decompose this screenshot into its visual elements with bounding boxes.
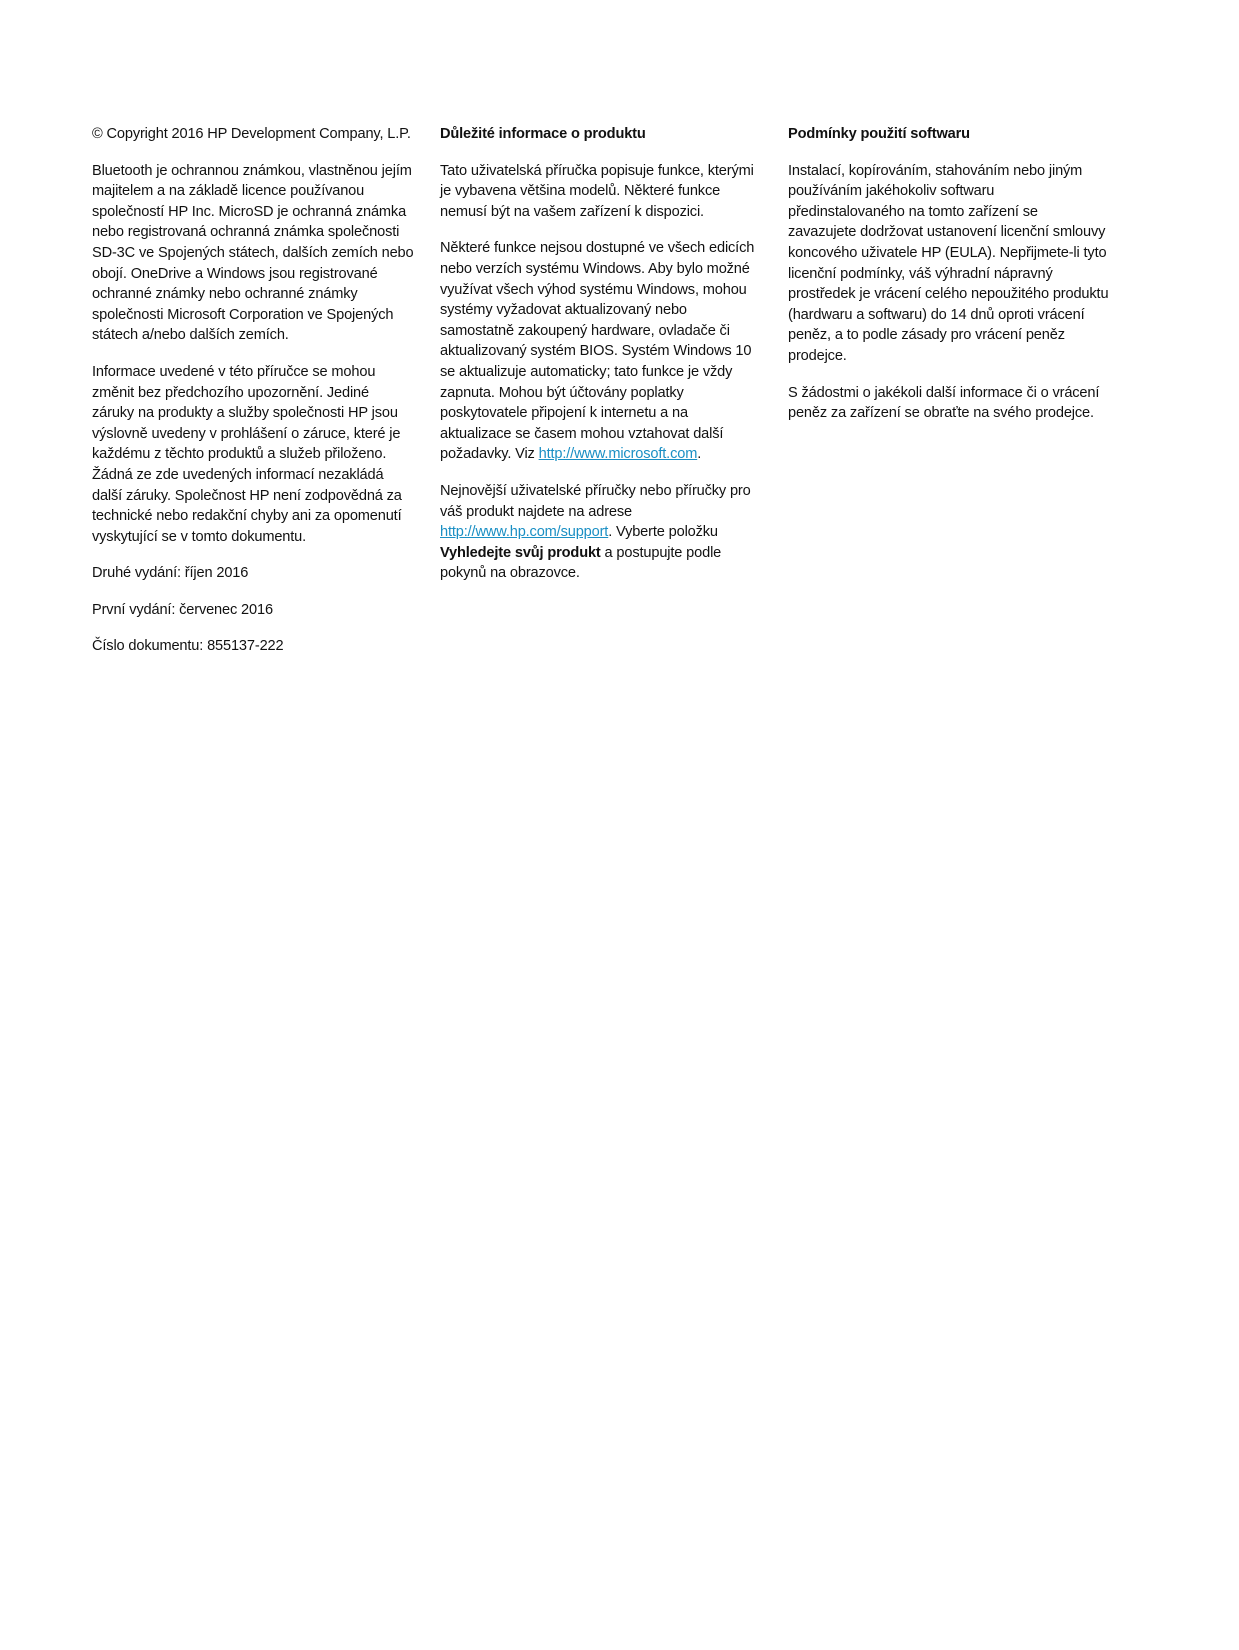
period-text: .	[697, 446, 702, 463]
column-software-terms	[788, 124, 1110, 440]
software-terms-para-1: Instalací, kopírováním, stahováním nebo jiným používáním jakéhokoliv softwaru předinstalovaného na tomto zařízení se zavazujete dodržovat ustanovení licenční smlouvy koncového uživatele HP (EULA). Nepřijmete-li tyto licenční podmínky, váš výhradní nápravný prostředek je vrácení celého nepoužitého produktu (hardwaru a softwaru) do 14 dnů oproti vrácení peněz, a to podle zásady pro vrácení peněz prodejce.	[788, 162, 1109, 364]
follow-instructions-text: a postupujte podle pokynů na obrazovce.	[440, 544, 722, 582]
column-product-notice	[440, 124, 762, 600]
find-product-label: Vyhledejte svůj produkt	[440, 544, 601, 561]
product-notice-heading: Důležité informace o produktu	[440, 126, 646, 142]
second-edition: Druhé vydání: říjen 2016	[92, 565, 249, 582]
first-edition: První vydání: červenec 2016	[92, 601, 273, 618]
copyright-notice: © Copyright 2016 HP Development Company, L.P.	[92, 126, 411, 142]
hp-support-link[interactable]: http://www.hp.com/support	[440, 524, 609, 541]
document-number: Číslo dokumentu: 855137-222	[92, 638, 284, 655]
select-item-text: . Vyberte položku	[608, 524, 718, 541]
product-notice-para-2	[440, 238, 762, 465]
disclaimer-notice: Informace uvedené v této příručce se mohou změnit bez předchozího upozornění. Jediné záruky na produkty a služby společnosti HP jsou výslovně uvedeny v prohlášení o záruce, které je každému z těchto produktů a služeb přiloženo. Žádná ze zde uvedených informací nezakládá další záruky. Společnost HP není zodpovědná za technické nebo redakční chyby ani za opomenutí vyskytující se v tomto dokumentu.	[92, 363, 402, 545]
product-notice-para-3	[440, 481, 762, 584]
guides-text: Nejnovější uživatelské příručky nebo příručky pro váš produkt najdete na adrese	[440, 482, 751, 520]
column-copyright	[92, 124, 414, 673]
software-terms-heading: Podmínky použití softwaru	[788, 126, 970, 142]
windows-features-text: Některé funkce nejsou dostupné ve všech edicích nebo verzích systému Windows. Aby bylo možné využívat všech výhod systému Windows, mohou systémy vyžadovat aktualizovaný nebo samostatně zakoupený hardware, ovladače či aktualizovaný systém BIOS. Systém Windows 10 se aktualizuje automaticky; tato funkce je vždy zapnuta. Mohou být účtovány poplatky poskytovatele připojení k internetu a na aktualizace se časem mohou vztahovat další požadavky. Viz	[440, 240, 755, 463]
software-terms-para-2: S žádostmi o jakékoli další informace či o vrácení peněz za zařízení se obraťte na svého prodejce.	[788, 384, 1100, 422]
microsoft-link[interactable]: http://www.microsoft.com	[538, 446, 698, 463]
trademarks-notice: Bluetooth je ochrannou známkou, vlastněnou jejím majitelem a na základě licence používanou společností HP Inc. MicroSD je ochranná známka nebo registrovaná ochranná známka společnosti SD-3C ve Spojených státech, dalších zemích nebo obojí. OneDrive a Windows jsou registrované ochranné známky nebo ochranné známky společnosti Microsoft Corporation ve Spojených státech a/nebo dalších zemích.	[92, 162, 414, 344]
product-notice-para-1: Tato uživatelská příručka popisuje funkce, kterými je vybavena většina modelů. Některé funkce nemusí být na vašem zařízení k dispozici.	[440, 162, 754, 220]
